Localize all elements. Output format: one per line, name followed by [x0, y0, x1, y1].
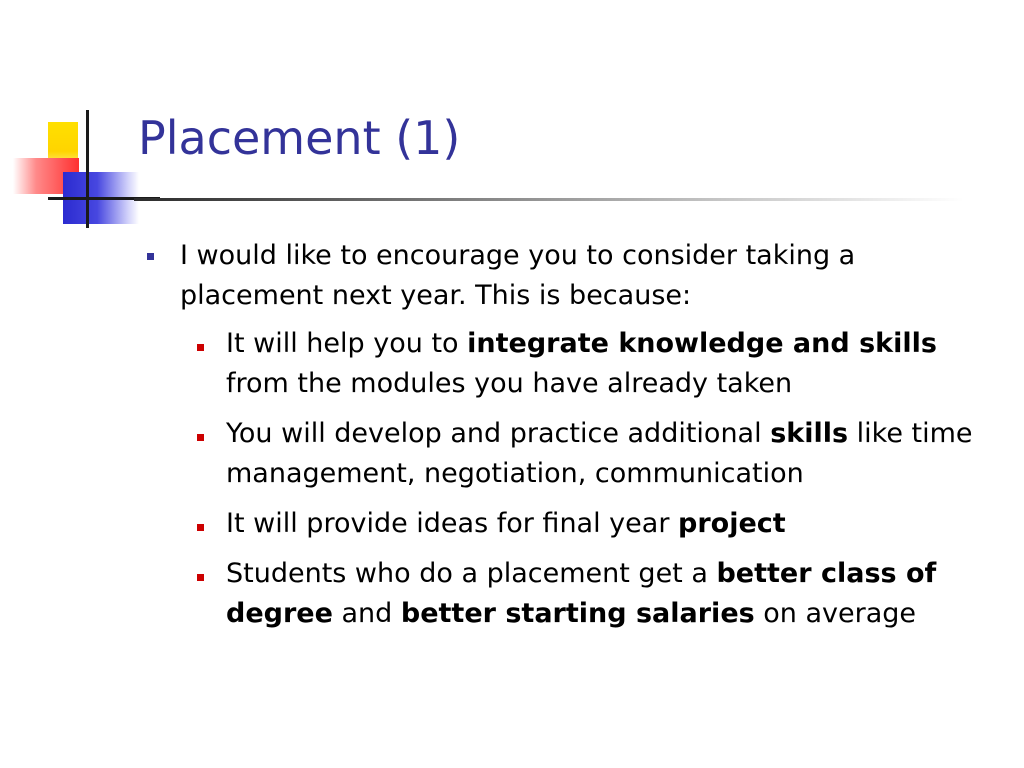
sub-bullet-bold-text: integrate knowledge and skills [467, 328, 937, 359]
sub-bullet-item [226, 504, 996, 544]
level2-bullet-icon [197, 524, 204, 531]
slide-title: Placement (1) [138, 111, 461, 165]
sub-bullet-bold-text: skills [770, 418, 849, 449]
sub-bullet-text: on average [754, 598, 917, 629]
sub-bullet-text: It will provide ideas for final year [226, 508, 678, 539]
sub-bullet-item [226, 324, 966, 404]
sub-bullet-bold-text: better starting salaries [400, 598, 755, 629]
level1-bullet-icon [147, 253, 154, 260]
sub-bullet-bold-text: better class of degree [226, 558, 937, 629]
sub-bullet-item [226, 414, 996, 494]
sub-bullet-text: Students who do a placement get a [226, 558, 717, 589]
sub-bullet-bold-text: project [678, 508, 786, 539]
level2-bullet-icon [197, 344, 204, 351]
level1-bullet-text: I would like to encourage you to consider taking a placement next year. This is because: [180, 240, 856, 311]
level2-bullet-icon [197, 574, 204, 581]
sub-bullet-text: like time management, negotiation, communication [226, 418, 973, 489]
sub-bullet-text: You will develop and practice additional [226, 418, 771, 449]
sub-bullet-text: and [332, 598, 401, 629]
level2-bullet-icon [197, 434, 204, 441]
sub-bullet-text: It will help you to [226, 328, 468, 359]
sub-bullet-item [226, 554, 986, 634]
sub-bullet-text: from the modules you have already taken [226, 368, 793, 399]
